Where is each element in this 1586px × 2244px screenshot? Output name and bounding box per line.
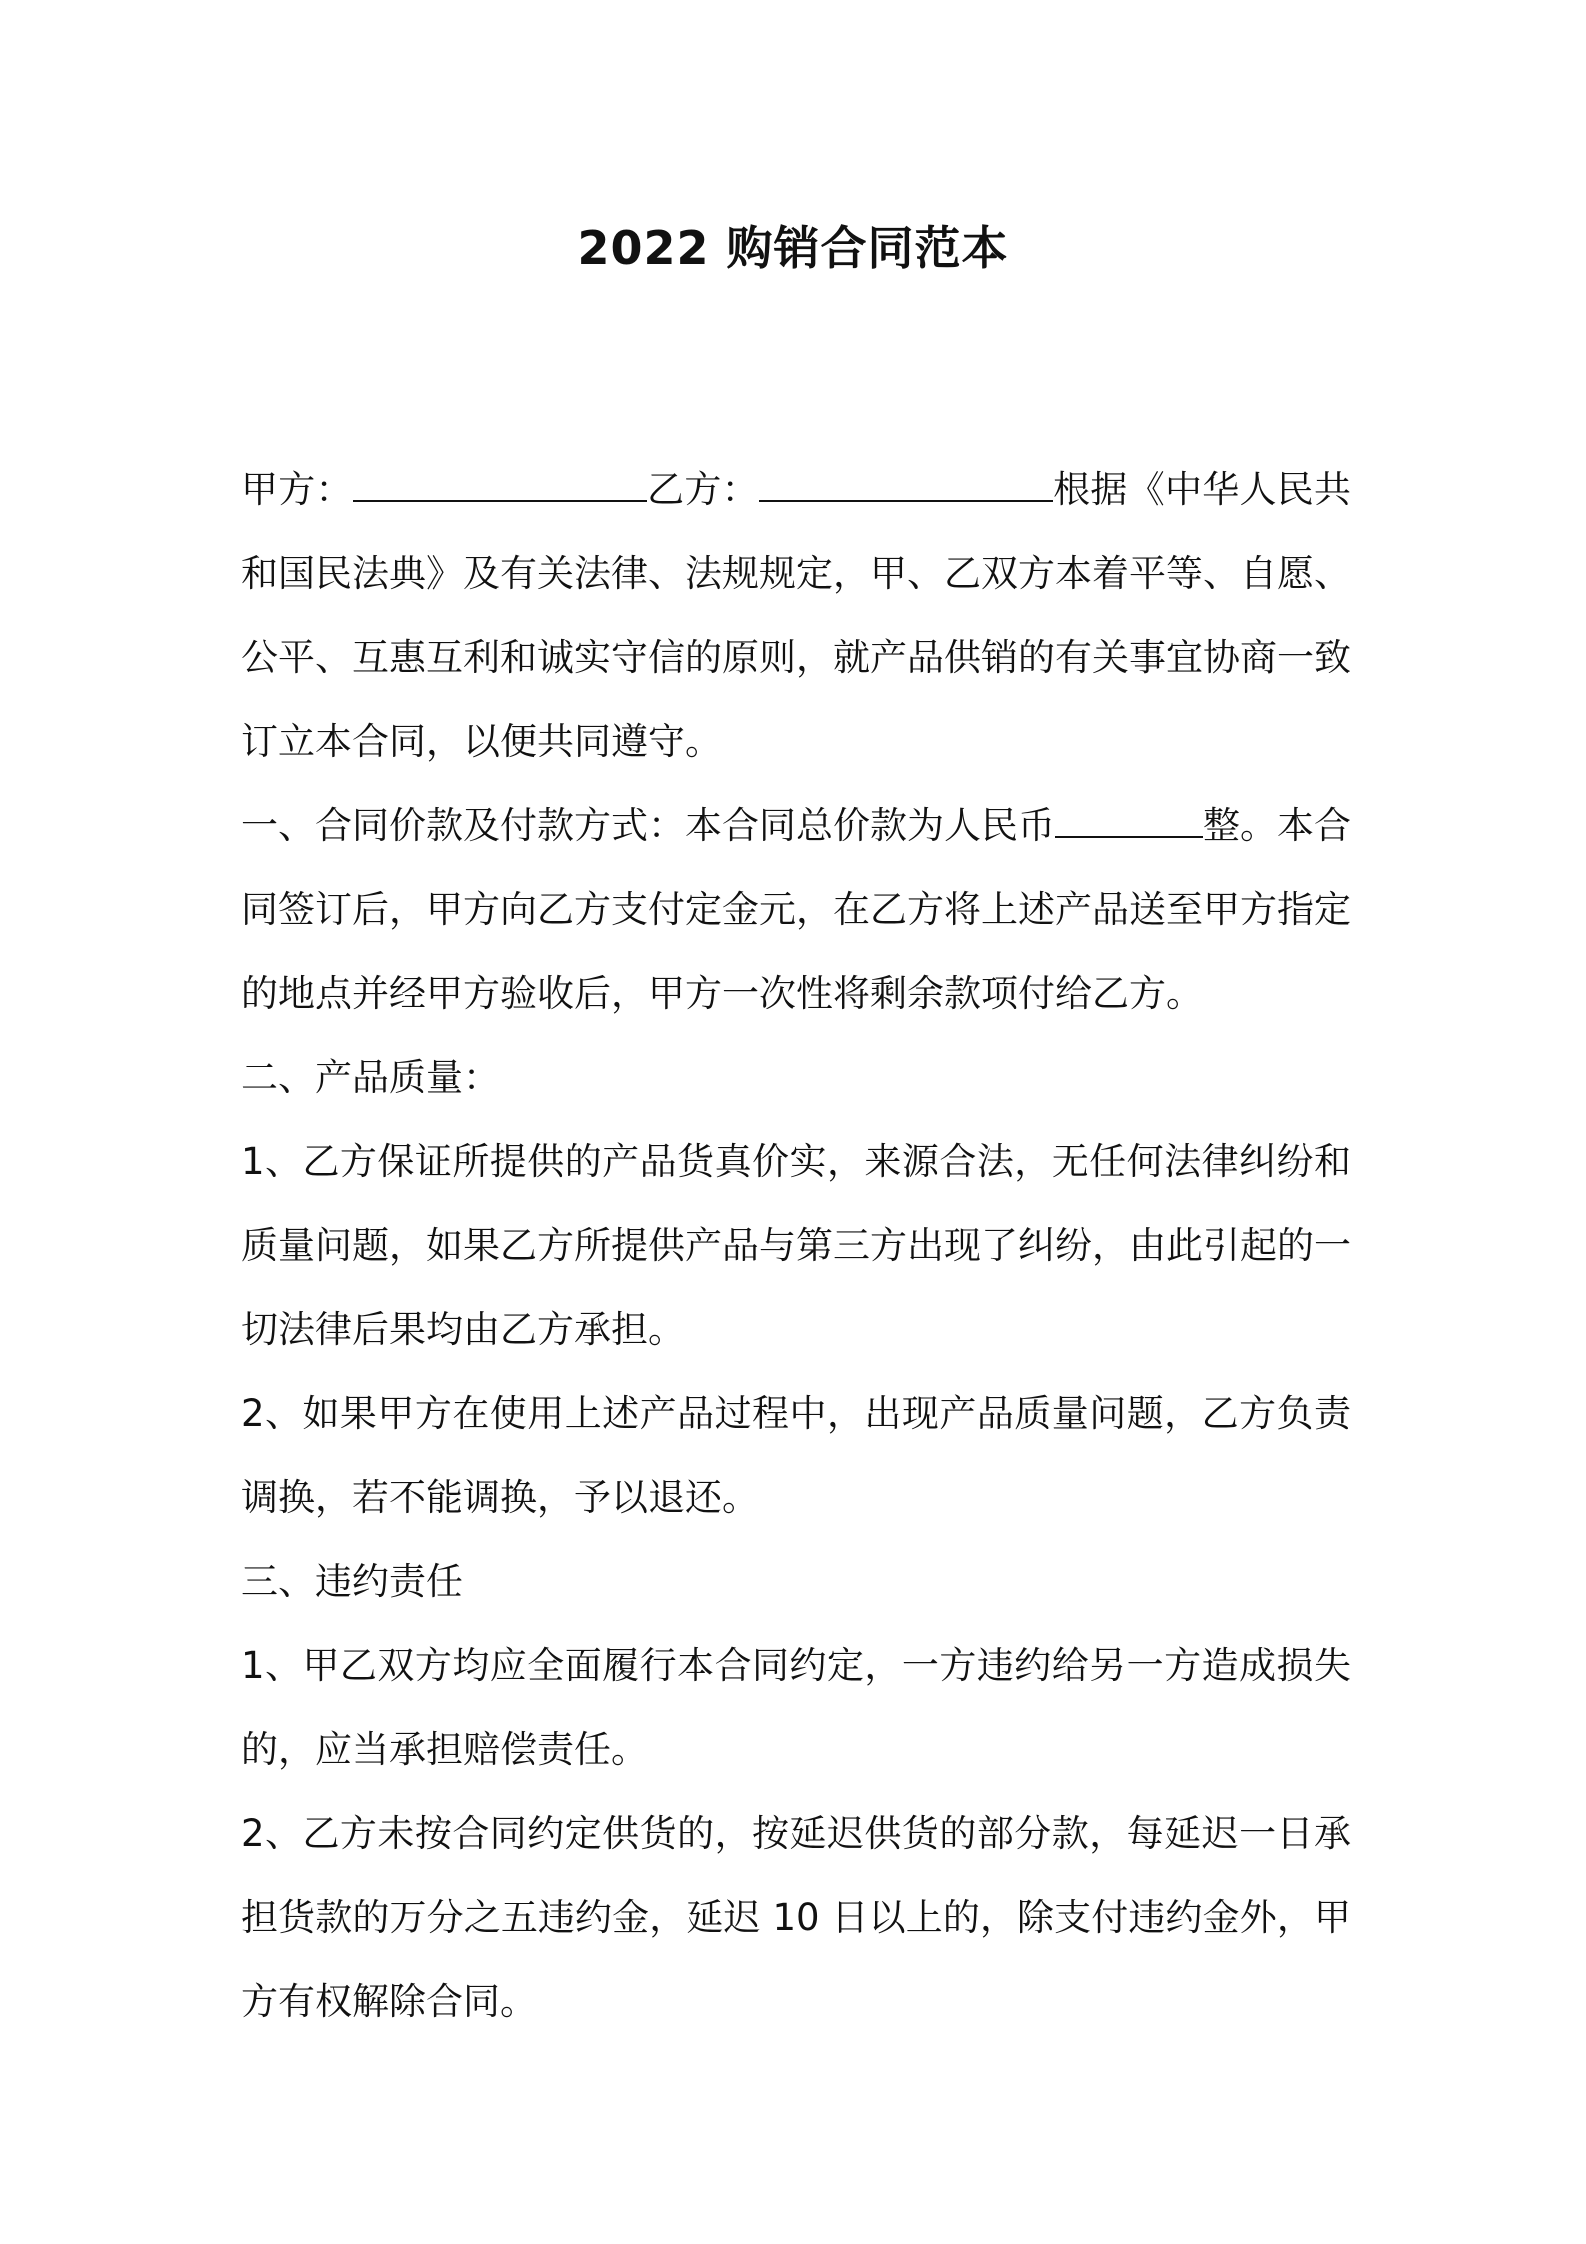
section-2-item-2: 2、如果甲方在使用上述产品过程中，出现产品质量问题，乙方负责调换，若不能调换，予以退还。 bbox=[241, 1392, 1351, 1519]
document-title: 2022 购销合同范本 bbox=[577, 221, 1009, 275]
section-1-paragraph bbox=[241, 784, 1351, 1036]
document-body bbox=[241, 448, 1351, 2044]
intro-text: 根据《中华人民共和国民法典》及有关法律、法规规定，甲、乙双方本着平等、自愿、公平、互惠互利和诚实守信的原则，就产品供销的有关事宜协商一致订立本合同，以便共同遵守。 bbox=[241, 468, 1352, 763]
party-b-blank bbox=[759, 470, 1053, 502]
party-b-label: 乙方： bbox=[646, 468, 759, 511]
section-2-item-1: 1、乙方保证所提供的产品货真价实，来源合法，无任何法律纠纷和质量问题，如果乙方所提供产品与第三方出现了纠纷，由此引起的一切法律后果均由乙方承担。 bbox=[241, 1140, 1351, 1351]
party-a-label: 甲方： bbox=[241, 468, 353, 511]
total-price-blank bbox=[1055, 806, 1203, 838]
section-3-item-2: 2、乙方未按合同约定供货的，按延迟供货的部分款，每延迟一日承担货款的万分之五违约金，延迟 10 日以上的，除支付违约金外，甲方有权解除合同。 bbox=[241, 1812, 1351, 2023]
section-1-text-after: 整。本合同签订后，甲方向乙方支付定金元，在乙方将上述产品送至甲方指定的地点并经甲方验收后，甲方一次性将剩余款项付给乙方。 bbox=[241, 804, 1351, 1015]
section-3-heading: 三、违约责任 bbox=[241, 1560, 463, 1603]
party-a-blank bbox=[353, 470, 647, 502]
section-1-text-before: 一、合同价款及付款方式：本合同总价款为人民币 bbox=[241, 804, 1055, 847]
section-2-heading: 二、产品质量： bbox=[241, 1056, 500, 1099]
section-3-item-1: 1、甲乙双方均应全面履行本合同约定，一方违约给另一方造成损失的，应当承担赔偿责任。 bbox=[241, 1644, 1351, 1771]
intro-paragraph bbox=[241, 448, 1351, 784]
